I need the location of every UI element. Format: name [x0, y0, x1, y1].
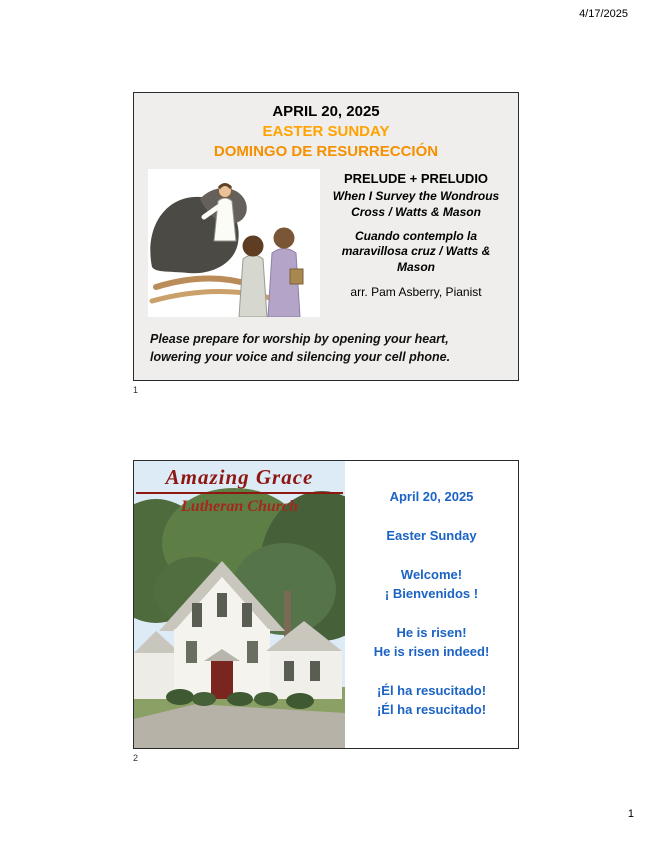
greeting-line: Welcome! — [400, 567, 463, 582]
slide1-body — [134, 169, 518, 317]
greeting-line: He is risen! — [396, 625, 467, 640]
greeting-line: April 20, 2025 — [389, 489, 474, 504]
slide-2 — [133, 460, 519, 749]
greeting-line: ¡ Bienvenidos ! — [384, 586, 479, 601]
greeting-stanza-date — [345, 487, 518, 506]
greeting-stanza-resucitado — [345, 681, 518, 719]
greeting-line: ¡Él ha resucitado! — [376, 683, 487, 698]
church-name-line2: Lutheran Church — [181, 498, 298, 515]
slide-1 — [133, 92, 519, 381]
hymn-title-spanish: Cuando contemplo la maravillosa cruz / Watts & Mason — [341, 228, 491, 274]
church-name-block — [134, 465, 345, 516]
church-photo — [134, 461, 345, 748]
worship-preparation-note: Please prepare for worship by opening your heart, lowering your voice and silencing your cell phone. — [150, 331, 451, 364]
print-date: 4/17/2025 — [579, 8, 628, 20]
resurrection-clipart-illustration — [148, 169, 320, 317]
arranger-credit: arr. Pam Asberry, Pianist — [350, 285, 482, 300]
greeting-stanza-welcome — [345, 565, 518, 603]
prelude-heading: PRELUDE + PRELUDIO — [343, 171, 489, 187]
slide1-title-date: APRIL 20, 2025 — [272, 103, 380, 120]
greeting-stanza-easter — [345, 526, 518, 545]
slide1-title-easter-sunday: EASTER SUNDAY — [262, 122, 390, 140]
greeting-line: ¡Él ha resucitado! — [376, 702, 487, 717]
slide1-prelude-block — [320, 169, 510, 317]
greeting-line: He is risen indeed! — [373, 644, 490, 659]
greeting-line: Easter Sunday — [386, 528, 477, 543]
slide1-title-domingo: DOMINGO DE RESURRECCIÓN — [213, 142, 439, 160]
page-number: 1 — [627, 808, 634, 820]
church-name-line1: Amazing Grace — [136, 465, 343, 494]
slide2-greeting-block — [345, 461, 518, 748]
slide2-number: 2 — [133, 753, 139, 763]
slide1-number: 1 — [133, 385, 139, 395]
hymn-title-english: When I Survey the Wondrous Cross / Watts & Mason — [332, 189, 500, 219]
resurrection-clipart — [148, 169, 320, 317]
greeting-stanza-risen — [345, 623, 518, 661]
slide1-title-block — [134, 93, 518, 161]
